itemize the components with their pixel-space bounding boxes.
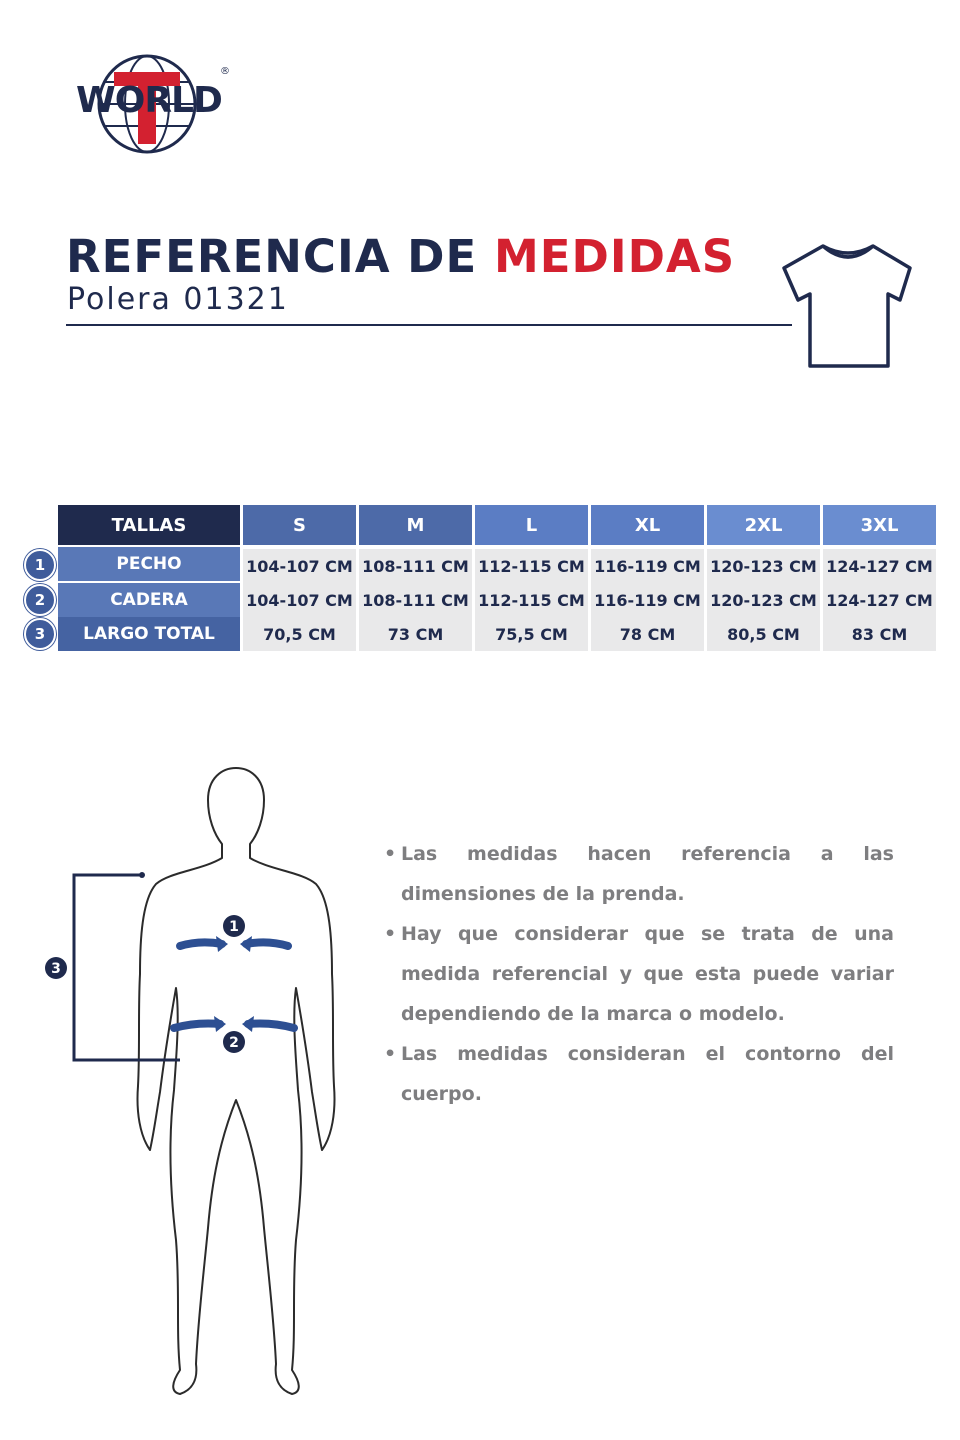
table-cell: 78 CM [591,617,704,651]
table-header-row [24,505,938,545]
size-header: 3XL [823,505,936,545]
row-label: CADERA [58,583,240,617]
human-body-outline [40,760,360,1400]
svg-text:3: 3 [51,961,61,977]
table-cell: 112-115 CM [475,583,588,617]
page-title [66,230,735,283]
svg-text:1: 1 [229,919,239,935]
title-red-part: MEDIDAS [493,230,736,283]
table-row [24,617,938,651]
product-subtitle: Polera 01321 [67,282,289,317]
row-number-badge: 3 [24,618,56,650]
row-number-badge: 1 [24,549,56,581]
table-cell: 104-107 CM [243,583,356,617]
table-cell: 83 CM [823,617,936,651]
bullet-icon: • [384,1043,397,1065]
table-cell: 104-107 CM [243,549,356,583]
note-text: Hay que considerar que se trata de una medida referencial y que esta puede variar dependiendo de la marca o modelo. [401,923,894,1025]
title-dark-part: REFERENCIA DE [66,230,478,283]
table-cell: 120-123 CM [707,549,820,583]
table-row [24,547,938,581]
row-number-badge: 2 [24,584,56,616]
row-label: PECHO [58,547,240,581]
table-cell: 73 CM [359,617,472,651]
table-cell: 120-123 CM [707,583,820,617]
note-text: Las medidas hacen referencia a las dimensiones de la prenda. [401,843,894,905]
t-shirt-icon [778,238,918,372]
table-cell: 112-115 CM [475,549,588,583]
table-cell: 80,5 CM [707,617,820,651]
brand-wordmark: WORLD [76,80,222,121]
table-cell: 75,5 CM [475,617,588,651]
size-header: 2XL [707,505,820,545]
table-cell: 116-119 CM [591,549,704,583]
table-cell: 108-111 CM [359,583,472,617]
svg-text:2: 2 [229,1035,239,1051]
list-item [384,914,894,1034]
table-cell: 70,5 CM [243,617,356,651]
list-item [384,834,894,914]
table-row [24,583,938,617]
size-header: XL [591,505,704,545]
table-cell: 124-127 CM [823,583,936,617]
svg-text:®: ® [220,66,230,77]
row-label: LARGO TOTAL [58,617,240,651]
brand-logo [72,52,232,162]
corner-label: TALLAS [58,505,240,545]
size-header: S [243,505,356,545]
note-text: Las medidas consideran el contorno del cuerpo. [401,1043,894,1105]
table-cell: 124-127 CM [823,549,936,583]
bullet-icon: • [384,843,397,865]
notes-list [384,834,894,1114]
title-divider [66,324,792,326]
bullet-icon: • [384,923,397,945]
table-cell: 116-119 CM [591,583,704,617]
size-header: L [475,505,588,545]
size-header: M [359,505,472,545]
table-cell: 108-111 CM [359,549,472,583]
list-item [384,1034,894,1114]
